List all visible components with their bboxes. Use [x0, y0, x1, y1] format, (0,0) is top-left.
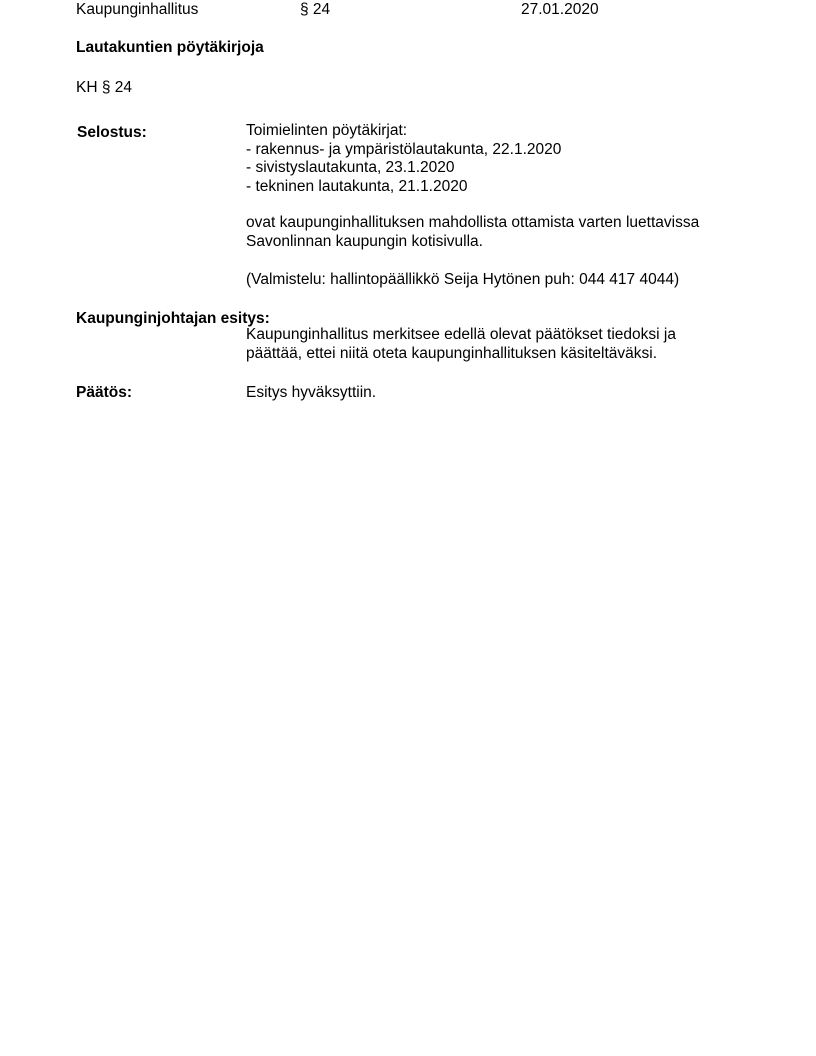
- selostus-item: - tekninen lautakunta, 21.1.2020: [246, 177, 468, 195]
- esitys-line: päättää, ettei niitä oteta kaupunginhallituksen käsiteltäväksi.: [246, 344, 658, 362]
- selostus-label: Selostus:: [77, 124, 147, 141]
- selostus-paragraph: [246, 214, 699, 251]
- reference: KH § 24: [76, 79, 133, 96]
- selostus-paragraph-line: ovat kaupunginhallituksen mahdollista ottamista varten luettavissa: [246, 214, 700, 231]
- header-date: 27.01.2020: [521, 1, 599, 18]
- header-section: § 24: [300, 1, 331, 18]
- paatos-label: Päätös:: [76, 384, 132, 401]
- selostus-body: [246, 122, 561, 196]
- esitys-label: Kaupunginjohtajan esitys:: [76, 310, 270, 327]
- document-title: Lautakuntien pöytäkirjoja: [76, 39, 264, 56]
- selostus-item: - sivistyslautakunta, 23.1.2020: [246, 159, 455, 176]
- esitys-line: Kaupunginhallitus merkitsee edellä olevat päätökset tiedoksi ja: [246, 326, 676, 343]
- selostus-item: - rakennus- ja ympäristölautakunta, 22.1.2020: [246, 140, 562, 158]
- selostus-preparer: (Valmistelu: hallintopäällikkö Seija Hytönen puh: 044 417 4044): [246, 271, 680, 288]
- header-organ: Kaupunginhallitus: [76, 1, 199, 18]
- esitys-body: [246, 326, 676, 363]
- paatos-text: Esitys hyväksyttiin.: [246, 384, 377, 401]
- selostus-intro: Toimielinten pöytäkirjat:: [246, 122, 408, 139]
- selostus-paragraph-line: Savonlinnan kaupungin kotisivulla.: [246, 232, 483, 250]
